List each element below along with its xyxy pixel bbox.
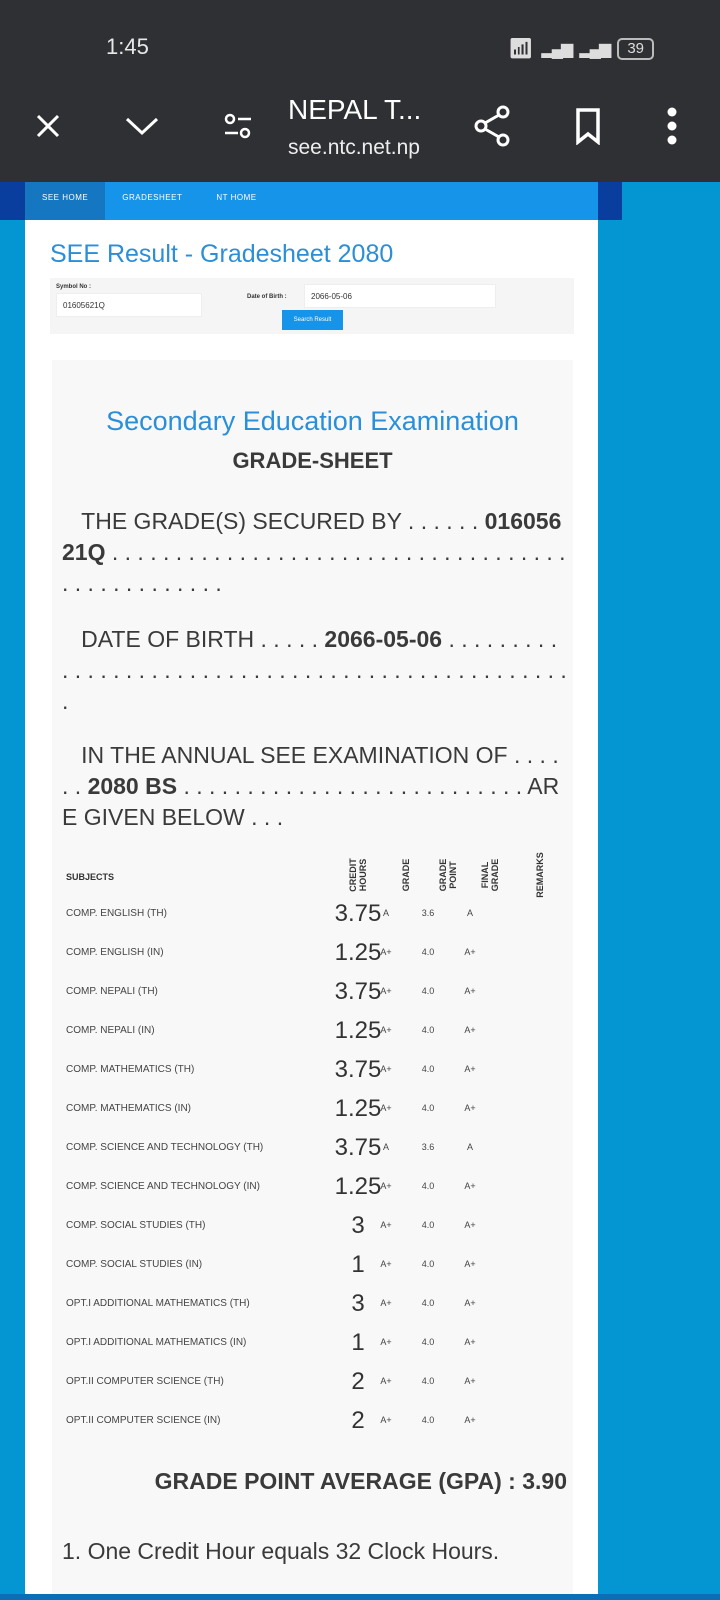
- battery-icon: 39: [617, 38, 654, 60]
- final-grade-cell: A: [466, 908, 473, 918]
- grade-cell: A+: [380, 1415, 392, 1425]
- more-options-icon[interactable]: [650, 104, 694, 148]
- page-url[interactable]: see.ntc.net.np: [288, 136, 420, 159]
- subject-cell: COMP. SCIENCE AND TECHNOLOGY (TH): [66, 1142, 264, 1153]
- table-row: [52, 972, 573, 1011]
- final-grade-cell: A+: [464, 1103, 476, 1113]
- table-row: [52, 1050, 573, 1089]
- final-grade-cell: A+: [464, 1220, 476, 1230]
- subject-cell: OPT.I ADDITIONAL MATHEMATICS (TH): [66, 1298, 250, 1309]
- site-navbar: [0, 182, 622, 220]
- status-icons: [508, 36, 654, 61]
- final-grade-cell: A+: [464, 1337, 476, 1347]
- grade-point-cell: 4.0: [421, 986, 435, 996]
- credit-hours-cell: 1.25: [334, 1095, 382, 1122]
- credit-hours-cell: 3.75: [334, 978, 382, 1005]
- close-icon[interactable]: [26, 104, 70, 148]
- grade-point-cell: 4.0: [421, 1259, 435, 1269]
- table-row: [52, 894, 573, 933]
- credit-hours-cell: 3.75: [334, 1134, 382, 1161]
- credit-hours-cell: 3: [351, 1290, 365, 1317]
- search-form: [50, 278, 574, 334]
- grade-cell: A+: [380, 1064, 392, 1074]
- signal-icon: ▂▄▆: [541, 40, 572, 58]
- grade-cell: A+: [380, 1181, 392, 1191]
- final-grade-cell: A+: [464, 1025, 476, 1035]
- grade-point-cell: 3.6: [421, 908, 435, 918]
- grade-cell: A+: [380, 1259, 392, 1269]
- site-settings-icon[interactable]: [216, 104, 260, 148]
- table-row: [52, 1167, 573, 1206]
- credit-hours-cell: 3: [351, 1212, 365, 1239]
- credit-hours-cell: 3.75: [334, 1056, 382, 1083]
- final-grade-cell: A+: [464, 1415, 476, 1425]
- grade-cell: A+: [380, 1337, 392, 1347]
- search-result-button[interactable]: Search Result: [282, 310, 343, 330]
- grade-point-cell: 4.0: [421, 947, 435, 957]
- final-grade-cell: A+: [464, 947, 476, 957]
- final-grade-cell: A+: [464, 1259, 476, 1269]
- subject-cell: OPT.II COMPUTER SCIENCE (TH): [66, 1376, 224, 1387]
- grade-cell: A+: [380, 1025, 392, 1035]
- table-row: [52, 1323, 573, 1362]
- dob-label: Date of Birth :: [247, 294, 287, 300]
- symbol-input[interactable]: 01605621Q: [56, 293, 202, 317]
- credit-hours-cell: 2: [351, 1407, 365, 1434]
- header-grade-point: GRADE POINT: [438, 858, 458, 892]
- table-row: [52, 1089, 573, 1128]
- credit-hour-note: 1. One Credit Hour equals 32 Clock Hours.: [62, 1538, 500, 1564]
- subject-cell: COMP. MATHEMATICS (IN): [66, 1103, 191, 1114]
- grade-cell: A+: [380, 1103, 392, 1113]
- subject-cell: COMP. NEPALI (IN): [66, 1025, 155, 1036]
- credit-hours-cell: 1: [351, 1329, 365, 1356]
- grade-cell: A+: [380, 947, 392, 957]
- table-row: [52, 1011, 573, 1050]
- subject-cell: COMP. ENGLISH (IN): [66, 947, 164, 958]
- table-row: [52, 933, 573, 972]
- header-credit-hours: CREDIT HOURS: [348, 858, 368, 892]
- subject-cell: COMP. SCIENCE AND TECHNOLOGY (IN): [66, 1181, 260, 1192]
- final-grade-cell: A+: [464, 1181, 476, 1191]
- table-row: [52, 1206, 573, 1245]
- browser-chrome: [0, 0, 720, 182]
- grade-cell: A: [382, 908, 389, 918]
- table-row: [52, 1362, 573, 1401]
- subject-cell: COMP. NEPALI (TH): [66, 986, 158, 997]
- credit-hours-cell: 1.25: [334, 939, 382, 966]
- credit-hours-cell: 1.25: [334, 1017, 382, 1044]
- page-content: [25, 220, 598, 1600]
- secured-by-text: THE GRADE(S) SECURED BY . . . . . . 01605621Q . . . . . . . . . . . . . . . . . . . . . . . . . . . . . . . . . . . . . . . . . . . . . . . . .: [62, 508, 566, 596]
- wifi-icon: 📶︎: [508, 38, 534, 60]
- grade-point-cell: 4.0: [421, 1298, 435, 1308]
- grade-cell: A+: [380, 1376, 392, 1386]
- grade-point-cell: 4.0: [421, 1220, 435, 1230]
- nav-gradesheet[interactable]: GRADESHEET: [122, 193, 183, 202]
- subject-cell: COMP. MATHEMATICS (TH): [66, 1064, 195, 1075]
- header-final-grade: FINAL GRADE: [480, 858, 500, 892]
- credit-hours-cell: 2: [351, 1368, 365, 1395]
- grade-point-cell: 4.0: [421, 1181, 435, 1191]
- status-time: 1:45: [106, 34, 149, 59]
- table-row: [52, 1284, 573, 1323]
- header-remarks: REMARKS: [535, 852, 545, 898]
- grade-cell: A+: [380, 1220, 392, 1230]
- grade-point-cell: 4.0: [421, 1415, 435, 1425]
- page-title: NEPAL T...: [288, 94, 422, 125]
- header-subjects: SUBJECTS: [66, 872, 115, 882]
- nav-see-home[interactable]: SEE HOME: [25, 182, 105, 220]
- subject-cell: COMP. SOCIAL STUDIES (IN): [66, 1259, 203, 1270]
- grade-point-cell: 3.6: [421, 1142, 435, 1152]
- credit-hours-cell: 3.75: [334, 900, 382, 927]
- dob-text: DATE OF BIRTH . . . . . 2066-05-06 . . . . . . . . . . . . . . . . . . . . . . . . . . . . . . . . . . . . . . . . . . . . . . . . . .: [62, 626, 567, 714]
- final-grade-cell: A+: [464, 1376, 476, 1386]
- table-row: [52, 1401, 573, 1440]
- subject-cell: OPT.I ADDITIONAL MATHEMATICS (IN): [66, 1337, 247, 1348]
- grade-point-cell: 4.0: [421, 1337, 435, 1347]
- dob-input[interactable]: 2066-05-06: [304, 284, 496, 308]
- gradesheet-title: GRADE-SHEET: [232, 448, 393, 473]
- final-grade-cell: A+: [464, 986, 476, 996]
- exam-title: Secondary Education Examination: [106, 406, 519, 436]
- credit-hours-cell: 1: [351, 1251, 365, 1278]
- grade-sheet: [52, 360, 573, 1600]
- final-grade-cell: A+: [464, 1298, 476, 1308]
- credit-hours-cell: 1.25: [334, 1173, 382, 1200]
- page-heading: SEE Result - Gradesheet 2080: [50, 240, 394, 268]
- header-grade: GRADE: [401, 858, 411, 892]
- table-row: [52, 1128, 573, 1167]
- grade-cell: A+: [380, 986, 392, 996]
- annual-text: IN THE ANNUAL SEE EXAMINATION OF . . . . . . 2080 BS . . . . . . . . . . . . . . . . . . . . . . . . . . . ARE GIVEN BELOW . . .: [62, 742, 560, 830]
- subject-cell: COMP. SOCIAL STUDIES (TH): [66, 1220, 206, 1231]
- bottom-bar: [0, 1594, 720, 1600]
- table-row: [52, 1245, 573, 1284]
- symbol-label: Symbol No :: [56, 284, 92, 290]
- chevron-down-icon[interactable]: [120, 104, 164, 148]
- grade-point-cell: 4.0: [421, 1064, 435, 1074]
- grade-cell: A: [382, 1142, 389, 1152]
- subject-cell: OPT.II COMPUTER SCIENCE (IN): [66, 1415, 221, 1426]
- signal-icon: ▂▄▆: [579, 40, 610, 58]
- bookmark-icon[interactable]: [566, 104, 610, 148]
- nav-nt-home[interactable]: NT HOME: [216, 193, 257, 202]
- grade-point-cell: 4.0: [421, 1103, 435, 1113]
- grade-point-cell: 4.0: [421, 1376, 435, 1386]
- grade-cell: A+: [380, 1298, 392, 1308]
- final-grade-cell: A+: [464, 1064, 476, 1074]
- grade-point-cell: 4.0: [421, 1025, 435, 1035]
- gpa-text: GRADE POINT AVERAGE (GPA) : 3.90: [154, 1468, 567, 1494]
- final-grade-cell: A: [466, 1142, 473, 1152]
- share-icon[interactable]: [470, 104, 514, 148]
- subject-cell: COMP. ENGLISH (TH): [66, 908, 167, 919]
